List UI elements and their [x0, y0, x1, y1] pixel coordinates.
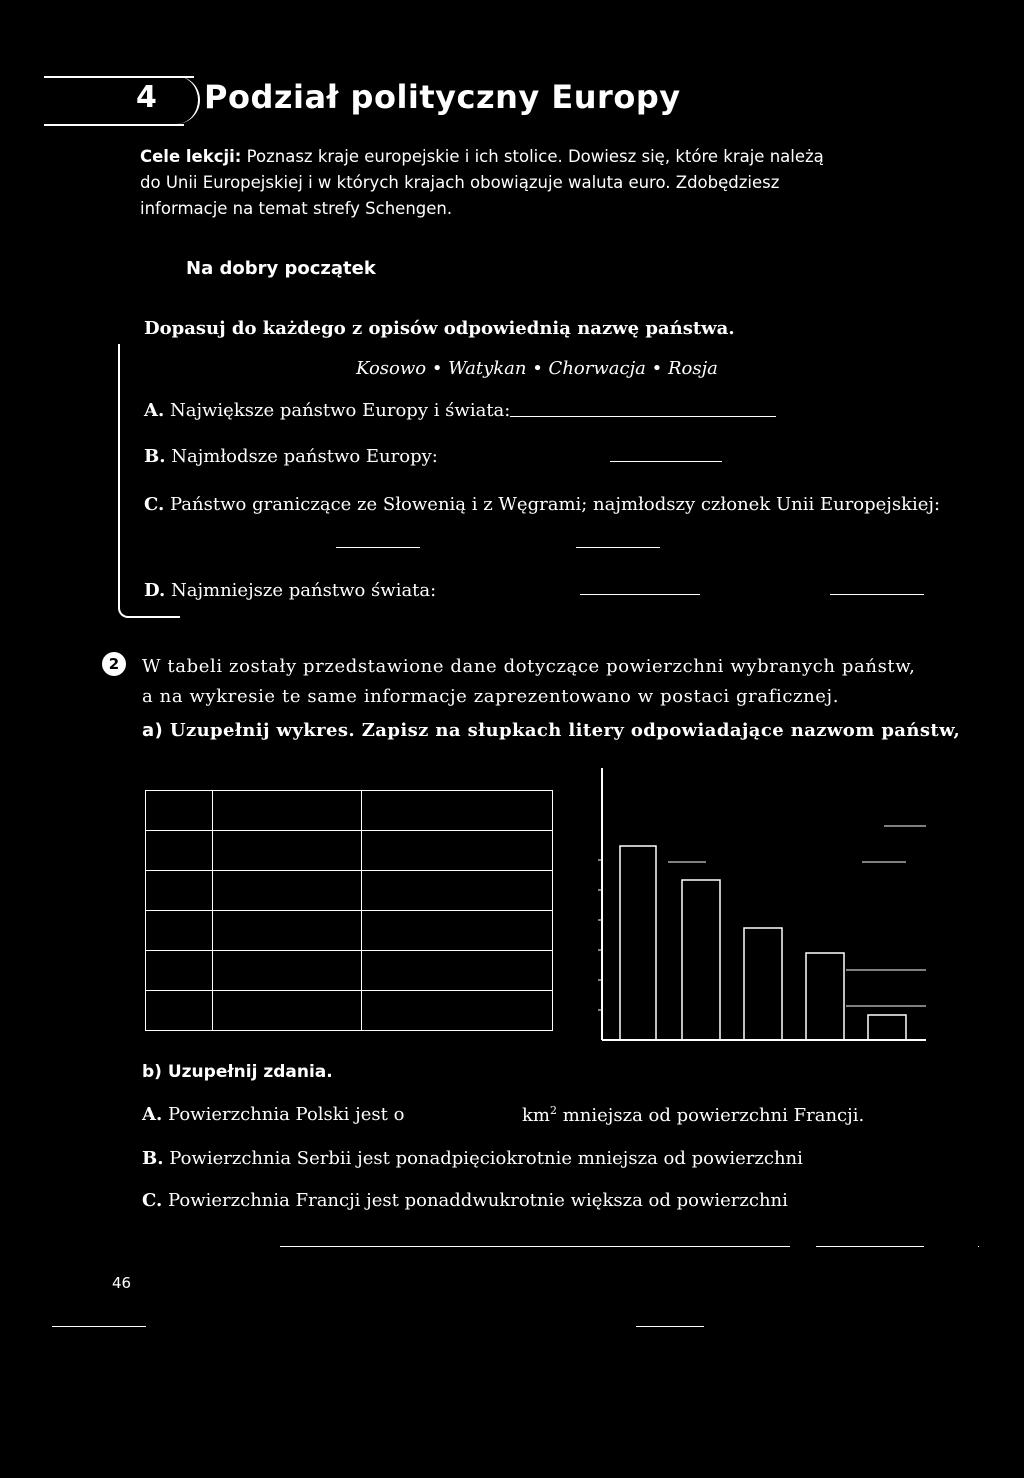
sentence-letter: C. — [142, 1190, 163, 1211]
item-text: Największe państwo Europy i świata: — [164, 400, 511, 421]
chapter-bracket — [168, 76, 200, 124]
unit-km: km — [522, 1105, 550, 1126]
answer-line-d2[interactable] — [830, 594, 924, 595]
section-heading: Na dobry początek — [186, 258, 376, 279]
table-cell[interactable] — [213, 991, 362, 1031]
part-a-text: Uzupełnij wykres. Zapisz na słupkach litery odpowiadające nazwom państw, — [163, 720, 961, 741]
task2-part-a — [142, 720, 960, 741]
table-cell[interactable] — [213, 951, 362, 991]
answer-line-a[interactable] — [510, 416, 776, 417]
divider — [978, 1246, 979, 1247]
table-cell[interactable] — [146, 831, 213, 871]
task2-text: W tabeli zostały przedstawione dane dotyczące powierzchni wybranych państw, a na wykresie te same informacje zaprezentowano w postaci graficznej. — [142, 656, 916, 707]
table-row — [146, 791, 553, 831]
chart-answer-lines — [668, 826, 926, 1006]
item-letter: A. — [144, 400, 165, 421]
item-text: Najmniejsze państwo świata: — [165, 580, 437, 601]
task1-item-a — [144, 400, 510, 421]
table-cell[interactable] — [146, 791, 213, 831]
chapter-number: 4 — [136, 80, 157, 115]
header-rule-bottom — [44, 124, 184, 126]
lesson-goals-text: Poznasz kraje europejskie i ich stolice. Dowiesz się, które kraje należą do Unii Europejskiej i w których krajach obowiązuje waluta euro. Zdobędziesz informacje na temat strefy Schengen. — [140, 147, 824, 218]
sentence-c — [142, 1190, 788, 1211]
word-bank: Kosowo • Watykan • Chorwacja • Rosja — [356, 358, 718, 379]
chart-bar[interactable] — [682, 880, 720, 1040]
table-cell[interactable] — [146, 871, 213, 911]
answer-line-c2[interactable] — [576, 547, 660, 548]
item-letter: D. — [144, 580, 166, 601]
item-letter: B. — [144, 446, 166, 467]
table-cell[interactable] — [146, 991, 213, 1031]
answer-line-d1[interactable] — [580, 594, 700, 595]
table-cell[interactable] — [362, 831, 553, 871]
table-cell[interactable] — [362, 951, 553, 991]
footer-line-left — [52, 1326, 146, 1327]
chart-bar[interactable] — [868, 1015, 906, 1040]
answer-line-c-sentence-2[interactable] — [816, 1246, 924, 1247]
task2-part-b-label: b) Uzupełnij zdania. — [142, 1062, 333, 1082]
task1-item-b — [144, 446, 438, 467]
answer-line-b[interactable] — [610, 461, 722, 462]
table-row — [146, 911, 553, 951]
sentence-text: Powierzchnia Francji jest ponaddwukrotnie większa od powierzchni — [162, 1190, 788, 1211]
sentence-letter: B. — [142, 1148, 164, 1169]
table-cell[interactable] — [213, 791, 362, 831]
table-cell[interactable] — [213, 911, 362, 951]
item-text: Najmłodsze państwo Europy: — [165, 446, 438, 467]
table-cell[interactable] — [362, 871, 553, 911]
unit-superscript: 2 — [549, 1104, 557, 1117]
footer-line-right — [636, 1326, 704, 1327]
table-cell[interactable] — [213, 831, 362, 871]
sentence-text-rest: mniejsza od powierzchni Francji. — [556, 1105, 865, 1126]
chart-bar[interactable] — [744, 928, 782, 1040]
answer-line-c-sentence[interactable] — [280, 1246, 790, 1247]
task1-item-c — [144, 494, 940, 515]
table-row — [146, 831, 553, 871]
chart-bar[interactable] — [620, 846, 656, 1040]
table-cell[interactable] — [362, 991, 553, 1031]
bar-chart — [590, 760, 930, 1045]
sentence-text: Powierzchnia Polski jest o — [162, 1104, 405, 1125]
data-table — [145, 790, 553, 1031]
part-a-label: a) — [142, 720, 164, 741]
task-number-badge: 2 — [102, 652, 126, 676]
item-text: Państwo graniczące ze Słowenią i z Węgrami; najmłodszy członek Unii Europejskiej: — [164, 494, 941, 515]
table-cell[interactable] — [362, 791, 553, 831]
sentence-letter: A. — [142, 1104, 163, 1125]
task1-instruction: Dopasuj do każdego z opisów odpowiednią nazwę państwa. — [144, 318, 735, 339]
item-letter: C. — [144, 494, 165, 515]
page-number: 46 — [112, 1274, 132, 1292]
chart-bar[interactable] — [806, 953, 844, 1040]
sentence-text: Powierzchnia Serbii jest ponadpięciokrotnie mniejsza od powierzchni — [163, 1148, 803, 1169]
table-row — [146, 991, 553, 1031]
table-row — [146, 951, 553, 991]
lesson-goals-label: Cele lekcji: — [140, 147, 242, 166]
task1-bracket — [118, 344, 180, 618]
sentence-b — [142, 1148, 803, 1169]
chapter-title: Podział polityczny Europy — [204, 78, 681, 116]
table-cell[interactable] — [362, 911, 553, 951]
table-row — [146, 871, 553, 911]
table-cell[interactable] — [213, 871, 362, 911]
lesson-goals — [140, 144, 840, 222]
answer-line-c1[interactable] — [336, 547, 420, 548]
table-cell[interactable] — [146, 911, 213, 951]
task1-item-d — [144, 580, 436, 601]
table-cell[interactable] — [146, 951, 213, 991]
sentence-a-tail — [522, 1104, 864, 1126]
sentence-a — [142, 1104, 404, 1125]
